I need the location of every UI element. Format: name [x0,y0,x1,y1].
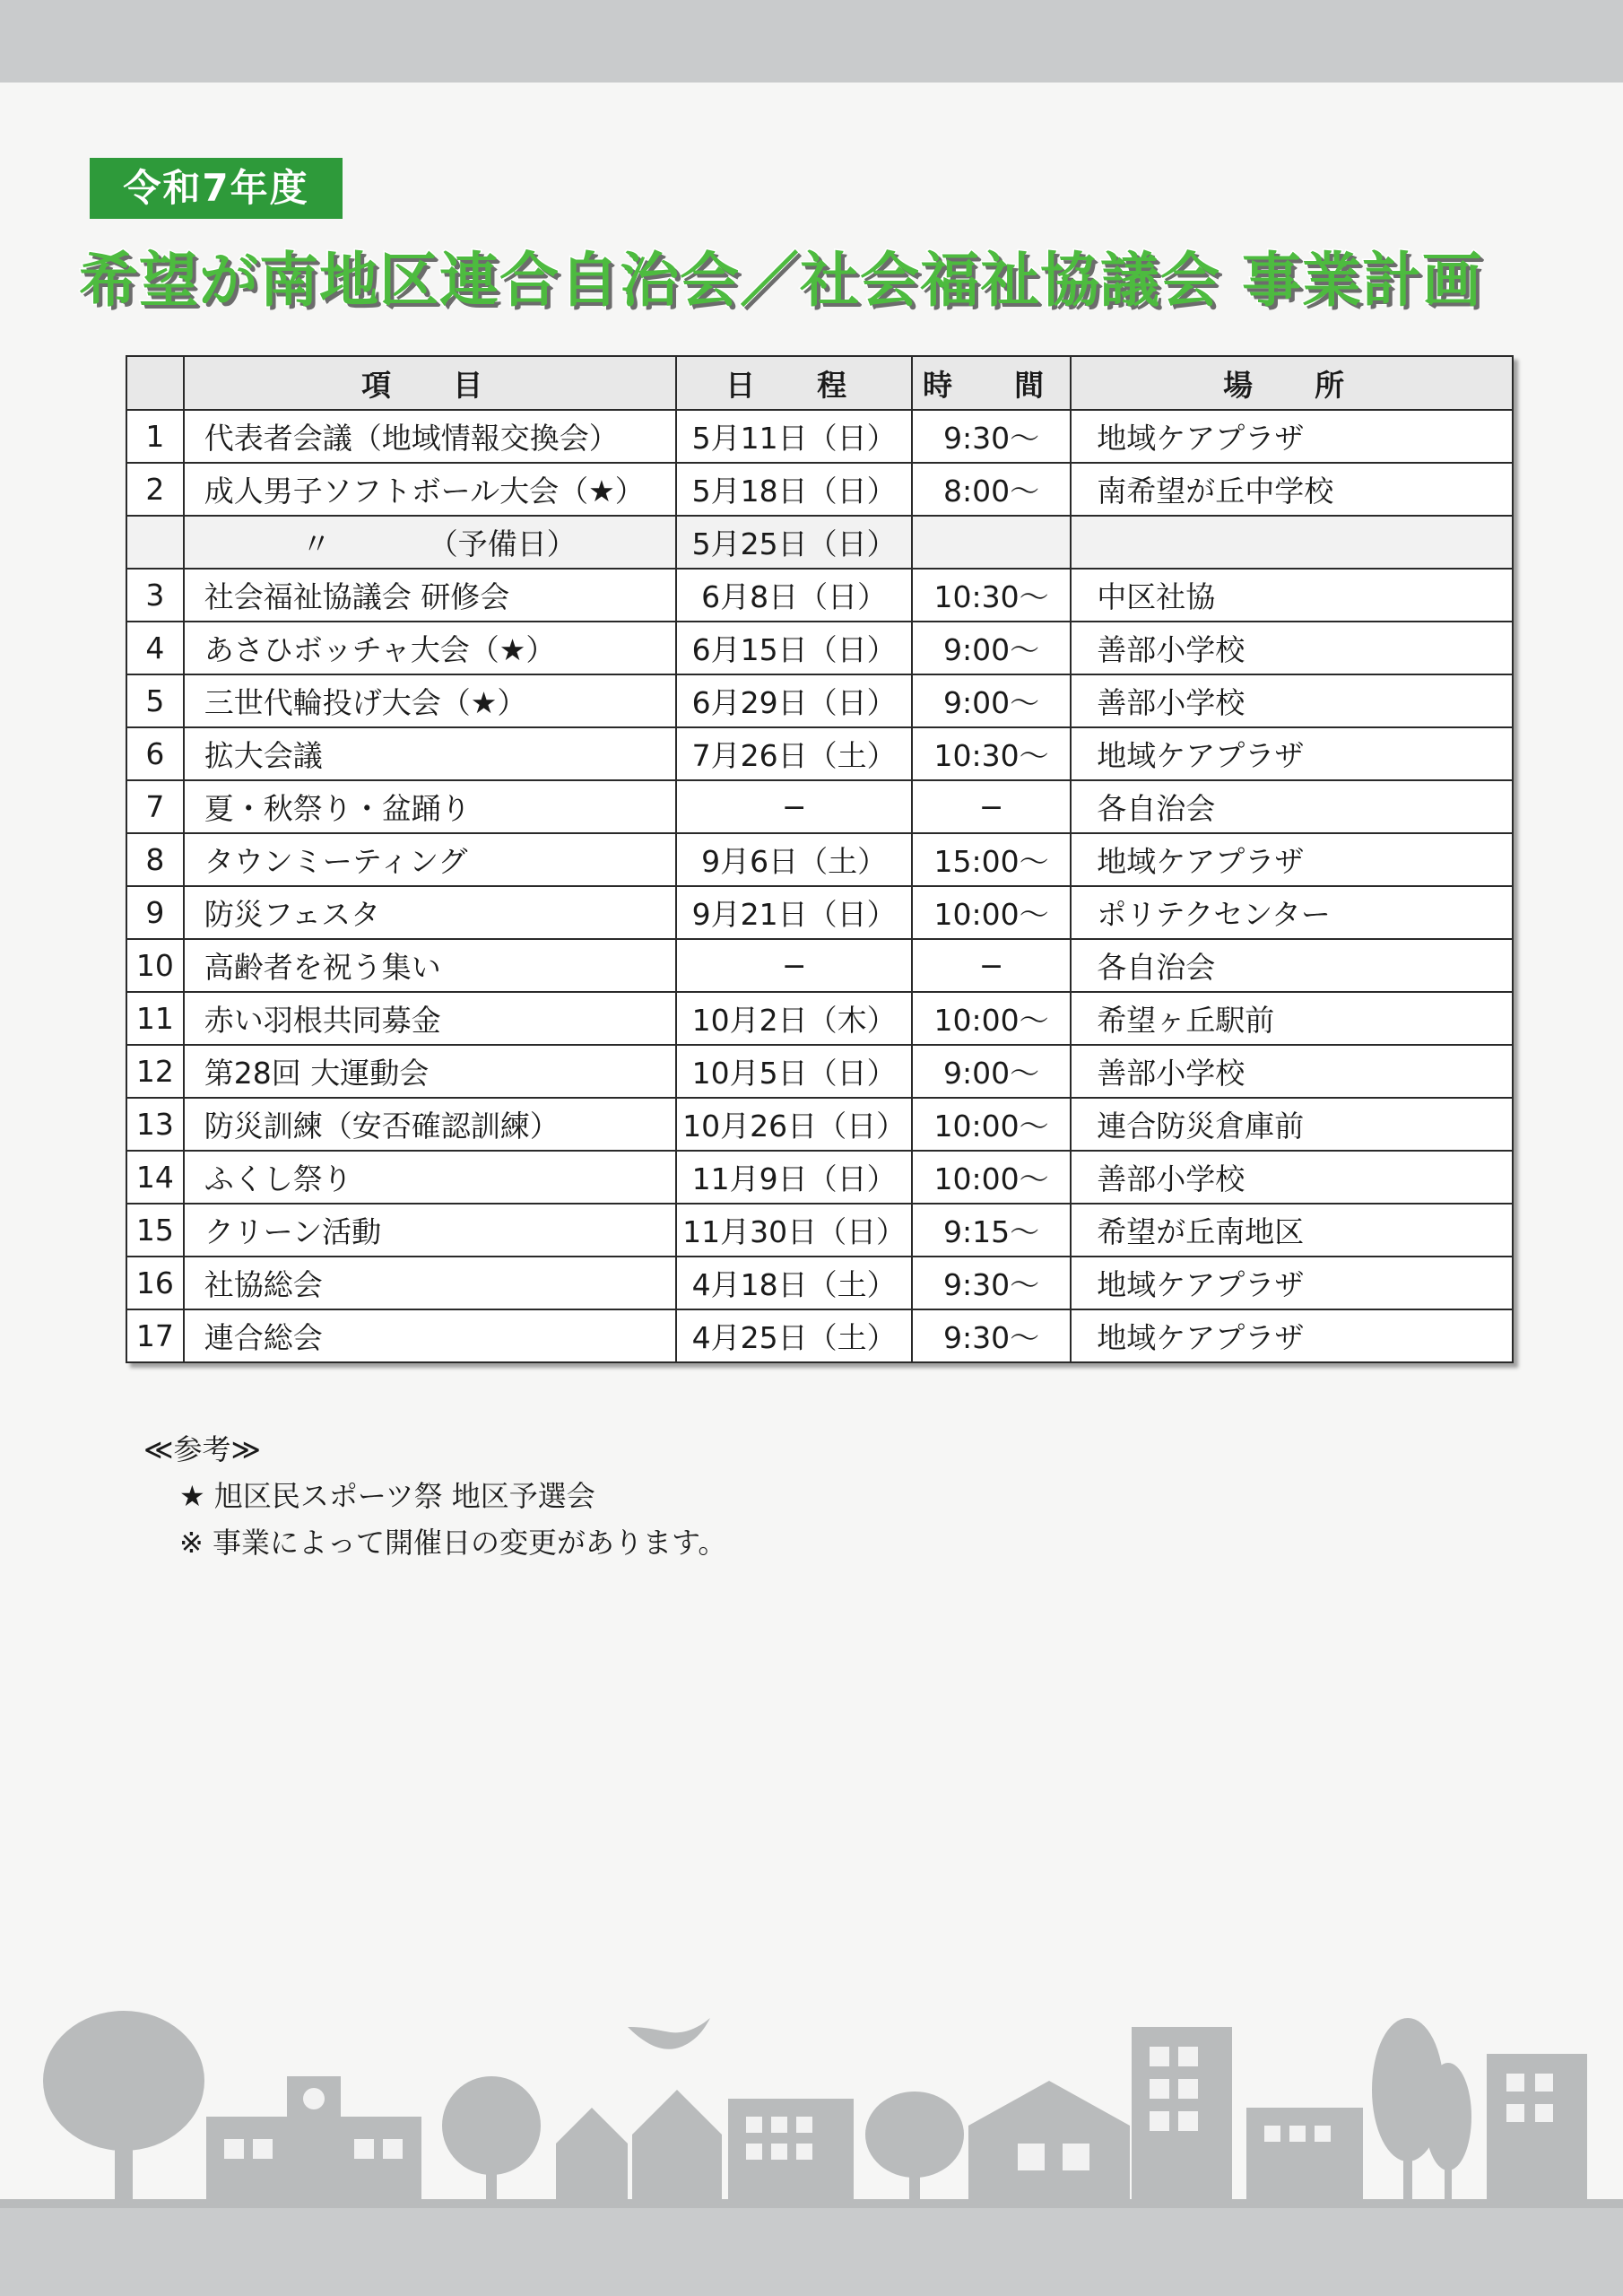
row-date: − [676,780,912,833]
house-icon [632,2090,722,2208]
row-number: 12 [126,1045,184,1098]
row-number [126,516,184,569]
row-place: 善部小学校 [1071,622,1513,674]
bird-icon [628,2018,710,2049]
house-icon [1246,2108,1363,2208]
header-time: 時 間 [912,356,1071,410]
row-date: 7月26日（土） [676,727,912,780]
row-place: 連合防災倉庫前 [1071,1098,1513,1151]
row-item: 連合総会 [184,1309,677,1362]
row-place: 各自治会 [1071,939,1513,992]
table-row-reserve-day [126,516,1513,569]
row-place: 各自治会 [1071,780,1513,833]
table-row [126,622,1513,674]
row-date: − [676,939,912,992]
row-date: 6月15日（日） [676,622,912,674]
header-date: 日 程 [676,356,912,410]
row-item: 代表者会議（地域情報交換会） [184,410,677,463]
bottom-gray-band [0,2208,1623,2296]
table-row [126,833,1513,886]
table-row [126,780,1513,833]
row-item: タウンミーティング [184,833,677,886]
row-place: 善部小学校 [1071,674,1513,727]
table-row [126,939,1513,992]
row-time: 10:00〜 [912,886,1071,939]
row-time: − [912,939,1071,992]
note-change: ※ 事業によって開催日の変更があります。 [179,1526,727,1560]
reserve-day-note: （予備日） [428,526,577,561]
header-no [126,356,184,410]
row-time: 9:30〜 [912,1309,1071,1362]
row-item: クリーン活動 [184,1204,677,1257]
row-date: 6月29日（日） [676,674,912,727]
row-place: 地域ケアプラザ [1071,410,1513,463]
table-row [126,1098,1513,1151]
row-time: 9:30〜 [912,1257,1071,1309]
row-number: 7 [126,780,184,833]
row-date: 10月5日（日） [676,1045,912,1098]
row-item: 社会福祉協議会 研修会 [184,569,677,622]
header-place: 場 所 [1071,356,1513,410]
ditto-mark: 〃 [301,526,332,561]
row-date: 5月25日（日） [676,516,912,569]
row-time: 9:00〜 [912,622,1071,674]
row-item: 拡大会議 [184,727,677,780]
table-row [126,1257,1513,1309]
row-place: 中区社協 [1071,569,1513,622]
top-gray-band [0,0,1623,83]
row-date: 6月8日（日） [676,569,912,622]
row-time: 9:00〜 [912,674,1071,727]
row-item: 成人男子ソフトボール大会（★） [184,463,677,516]
row-date: 4月25日（土） [676,1309,912,1362]
row-place: 地域ケアプラザ [1071,1257,1513,1309]
row-place: ポリテクセンター [1071,886,1513,939]
row-item [184,516,677,569]
row-place [1071,516,1513,569]
row-time: 10:30〜 [912,569,1071,622]
table-row [126,410,1513,463]
notes-heading: ≪参考≫ [143,1432,262,1466]
row-item: 防災訓練（安否確認訓練） [184,1098,677,1151]
row-number: 3 [126,569,184,622]
row-date: 11月9日（日） [676,1151,912,1204]
row-number: 15 [126,1204,184,1257]
townscape-illustration [0,1991,1623,2208]
note-star: ★ 旭区民スポーツ祭 地区予選会 [179,1479,595,1513]
event-schedule-table [126,355,1514,1363]
clock-icon [303,2088,325,2109]
reference-notes [143,1426,726,1566]
row-item: 社協総会 [184,1257,677,1309]
row-time: 10:30〜 [912,727,1071,780]
row-time: − [912,780,1071,833]
row-place: 南希望が丘中学校 [1071,463,1513,516]
row-number: 10 [126,939,184,992]
row-number: 14 [126,1151,184,1204]
row-date: 10月26日（日） [676,1098,912,1151]
row-date: 5月11日（日） [676,410,912,463]
table-header-row [126,356,1513,410]
row-time: 10:00〜 [912,992,1071,1045]
fiscal-year-badge: 令和7年度 [90,158,343,219]
row-time: 8:00〜 [912,463,1071,516]
row-date: 11月30日（日） [676,1204,912,1257]
row-time: 9:15〜 [912,1204,1071,1257]
row-number: 4 [126,622,184,674]
row-time: 15:00〜 [912,833,1071,886]
table-row [126,1045,1513,1098]
table-row [126,886,1513,939]
table-row [126,1204,1513,1257]
row-time: 10:00〜 [912,1098,1071,1151]
row-time [912,516,1071,569]
row-number: 13 [126,1098,184,1151]
house-icon [556,2108,628,2208]
row-number: 8 [126,833,184,886]
row-date: 9月6日（土） [676,833,912,886]
row-item: 高齢者を祝う集い [184,939,677,992]
row-time: 10:00〜 [912,1151,1071,1204]
row-number: 6 [126,727,184,780]
large-house-icon [968,2081,1130,2208]
row-place: 希望ヶ丘駅前 [1071,992,1513,1045]
row-item: 赤い羽根共同募金 [184,992,677,1045]
table-row [126,674,1513,727]
table-row [126,992,1513,1045]
table-row [126,569,1513,622]
row-place: 地域ケアプラザ [1071,833,1513,886]
table-row [126,1151,1513,1204]
row-number: 9 [126,886,184,939]
school-building-icon [206,2117,421,2208]
row-number: 16 [126,1257,184,1309]
row-number: 17 [126,1309,184,1362]
page-title: 希望が南地区連合自治会／社会福祉協議会 事業計画 [79,246,1482,315]
row-number: 2 [126,463,184,516]
table-row [126,1309,1513,1362]
row-place: 希望が丘南地区 [1071,1204,1513,1257]
row-item: あさひボッチャ大会（★） [184,622,677,674]
table-row [126,463,1513,516]
row-item: 第28回 大運動会 [184,1045,677,1098]
row-item: 三世代輪投げ大会（★） [184,674,677,727]
row-place: 地域ケアプラザ [1071,1309,1513,1362]
row-date: 4月18日（土） [676,1257,912,1309]
row-date: 9月21日（日） [676,886,912,939]
row-number: 1 [126,410,184,463]
row-date: 10月2日（木） [676,992,912,1045]
table-row [126,727,1513,780]
row-place: 地域ケアプラザ [1071,727,1513,780]
row-item: 防災フェスタ [184,886,677,939]
row-number: 11 [126,992,184,1045]
header-item: 項 目 [184,356,677,410]
row-date: 5月18日（日） [676,463,912,516]
row-place: 善部小学校 [1071,1045,1513,1098]
row-item: ふくし祭り [184,1151,677,1204]
row-item: 夏・秋祭り・盆踊り [184,780,677,833]
row-time: 9:00〜 [912,1045,1071,1098]
row-time: 9:30〜 [912,410,1071,463]
row-number: 5 [126,674,184,727]
row-place: 善部小学校 [1071,1151,1513,1204]
